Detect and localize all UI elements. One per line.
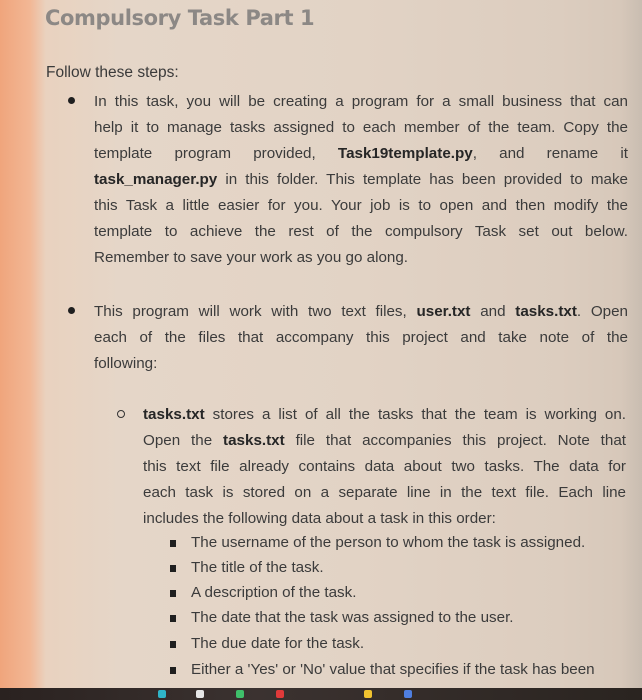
bullet-icon [68,97,75,104]
sub-line-1 [143,402,626,428]
list-item: The due date for the task. [191,635,365,652]
text-run: This program will work with two text files, [94,303,417,320]
bullet-icon [68,307,75,314]
bullet-2-paragraph [94,299,628,377]
filename-user: user.txt [416,303,471,320]
text-run: and [470,303,516,320]
page-title: Compulsory Task Part 1 [45,6,315,30]
sub-line-2 [143,428,626,454]
sub-line-3: this text file already contains data about two tasks. The data for [143,458,626,475]
filename-task-manager: task_manager.py [94,171,218,188]
list-item: A description of the task. [191,584,357,601]
text-run: . Open [576,303,629,320]
bullet-1-line-4 [94,167,628,193]
taskbar-app-icon[interactable] [404,690,412,698]
sub-bullet-icon [117,410,125,418]
taskbar-app-icon[interactable] [236,690,244,698]
taskbar-app-icon[interactable] [364,690,372,698]
document-page [44,0,634,688]
filename-tasks: tasks.txt [223,432,285,449]
bullet-1-line-7: Remember to save your work as you go along. [94,249,409,266]
sub-paragraph [143,402,626,532]
taskbar-app-icon[interactable] [276,690,284,698]
list-item: Either a 'Yes' or 'No' value that specifies if the task has been [191,661,595,678]
square-bullet-icon [170,641,176,648]
bullet-2-line-1 [94,299,628,325]
bullet-1-paragraph [94,89,628,271]
bullet-1-line-6: template to achieve the rest of the compulsory Task set out below. [94,223,628,240]
list-item: The title of the task. [191,559,324,576]
bullet-1-line-5: this Task a little easier for you. Your job is to open and then modify the [94,197,628,214]
filename-tasks: tasks.txt [143,406,205,423]
filename-tasks: tasks.txt [515,303,577,320]
filename-template: Task19template.py [337,145,473,162]
square-bullet-icon [170,540,176,547]
bullet-1-line-1: In this task, you will be creating a program for a small business that can [94,93,628,110]
square-bullet-icon [170,667,176,674]
sub-line-5: includes the following data about a task in this order: [143,510,496,527]
bullet-2-line-3: following: [94,355,158,372]
sub-line-4: each task is stored on a separate line in the text file. Each line [143,484,626,501]
list-item: The date that the task was assigned to the user. [191,609,514,626]
list-item: The username of the person to whom the task is assigned. [191,534,586,551]
lead-text: Follow these steps: [46,64,179,81]
bullet-2-line-2: each of the files that accompany this project and take note of the [94,329,628,346]
text-run: template program provided, [94,145,338,162]
square-bullet-icon [170,565,176,572]
taskbar-app-icon[interactable] [196,690,204,698]
text-run: , and rename it [472,145,628,162]
bullet-1-line-3 [94,141,628,167]
text-run: stores a list of all the tasks that the team is working on. [204,406,626,423]
bullet-1-line-2: help it to manage tasks assigned to each member of the team. Copy the [94,119,628,136]
text-run: Open the [143,432,224,449]
taskbar-app-icon[interactable] [158,690,166,698]
text-run: in this folder. This template has been provided to make [217,171,628,188]
square-bullet-icon [170,615,176,622]
square-bullet-icon [170,590,176,597]
text-run: file that accompanies this project. Note that [284,432,626,449]
taskbar [0,688,642,700]
